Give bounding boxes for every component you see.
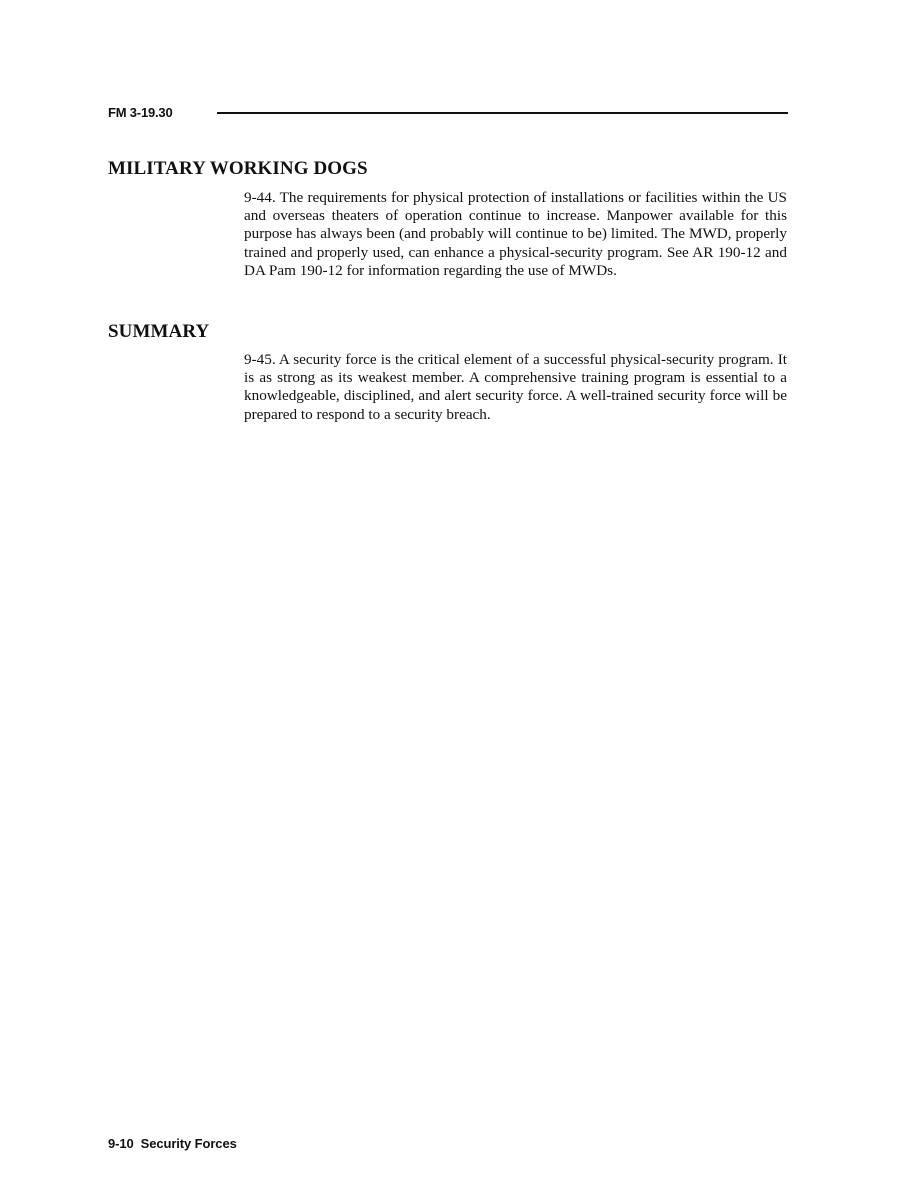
running-header — [108, 104, 788, 124]
paragraph-9-45: 9-45. A security force is the critical element of a successful physical-security program. It is as strong as its weakest member. A comprehensive training program is essential to a knowledgeable, disciplined, and alert security force. A well-trained security force will be prepared to respond to a security breach. — [244, 351, 787, 423]
page-number: 9-10 — [108, 1136, 134, 1151]
running-footer — [108, 1135, 237, 1153]
chapter-title: Security Forces — [140, 1136, 237, 1151]
manual-id: FM 3-19.30 — [108, 105, 173, 120]
header-rule — [217, 112, 788, 114]
section-heading-summary: SUMMARY — [108, 321, 210, 342]
paragraph-9-44: 9-44. The requirements for physical protection of installations or facilities within the US and overseas theaters of operation continue to increase. Manpower available for this purpose has always been (and probably will continue to be) limited. The MWD, properly trained and properly used, can enhance a physical-security program. See AR 190-12 and DA Pam 190-12 for information regarding the use of MWDs. — [244, 189, 787, 279]
section-heading-military-working-dogs: MILITARY WORKING DOGS — [108, 158, 368, 179]
